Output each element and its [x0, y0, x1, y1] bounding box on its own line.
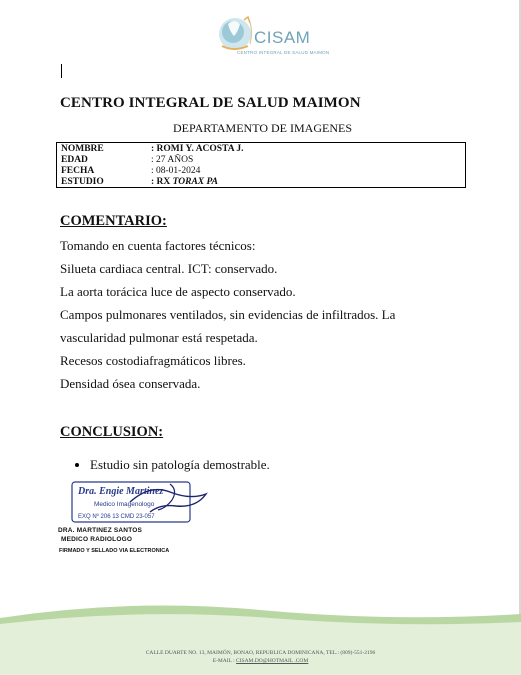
value-estudio: [151, 177, 218, 187]
signature-note: FIRMADO Y SELLADO VIA ELECTRONICA: [59, 548, 170, 554]
value-fecha: : 08-01-2024: [151, 166, 201, 176]
signer-role: MEDICO RADIOLOGO: [61, 536, 133, 543]
comment-line: Tomando en cuenta factores técnicos:: [60, 238, 256, 253]
stamp-exq: EXQ Nº 206 13 CMD 23-057: [78, 514, 155, 520]
logo-subtitle: CENTRO INTEGRAL DE SALUD MAIMON: [237, 50, 330, 55]
patient-info-box: [56, 142, 466, 188]
comment-line: Silueta cardiaca central. ICT: conservado.: [60, 261, 278, 276]
comment-line: vascularidad pulmonar está respetada.: [60, 330, 258, 345]
logo-text: CISAM: [254, 28, 311, 47]
label-nombre: NOMBRE: [61, 144, 104, 154]
label-fecha: FECHA: [61, 166, 95, 176]
value-estudio-italic: TORAX PA: [172, 177, 218, 187]
stamp-role: Medico Imagenologo: [94, 501, 155, 508]
signature-stamp-icon: [70, 478, 210, 528]
footer-address: CALLE DUARTE NO. 13, MAIMÓN, BONAO, REPUBLICA DOMINICANA, TEL.: (809)-551-2196: [145, 650, 376, 656]
comment-line: La aorta torácica luce de aspecto conservado.: [60, 284, 296, 299]
footer-email-line: [0, 658, 521, 664]
text-cursor: [61, 64, 62, 78]
stamp-name: Dra. Engie Martinez: [78, 486, 164, 497]
signer-name: DRA. MARTINEZ SANTOS: [58, 527, 143, 534]
value-nombre: : ROMI Y. ACOSTA J.: [151, 144, 244, 154]
comment-line: Campos pulmonares ventilados, sin evidencias de infiltrados. La: [60, 307, 396, 322]
label-estudio: ESTUDIO: [61, 177, 104, 187]
comment-title: COMENTARIO:: [60, 213, 167, 229]
footer-email-label: E-MAIL :: [212, 658, 237, 664]
value-estudio-prefix: : RX: [151, 177, 173, 187]
comment-line: Densidad ósea conservada.: [60, 376, 201, 391]
conclusion-title: CONCLUSION:: [60, 424, 164, 440]
department-title: DEPARTAMENTO DE IMAGENES: [173, 121, 352, 135]
conclusion-item: Estudio sin patología demostrable.: [90, 457, 270, 472]
footer-email-link[interactable]: CISAM.DO@HOTMAIL .COM: [236, 658, 309, 664]
label-edad: EDAD: [61, 155, 88, 165]
value-edad: : 27 AÑOS: [151, 155, 194, 165]
bullet-icon: [75, 463, 79, 467]
comment-line: Recesos costodiafragmáticos libres.: [60, 353, 246, 368]
organization-title: CENTRO INTEGRAL DE SALUD MAIMON: [60, 95, 361, 111]
